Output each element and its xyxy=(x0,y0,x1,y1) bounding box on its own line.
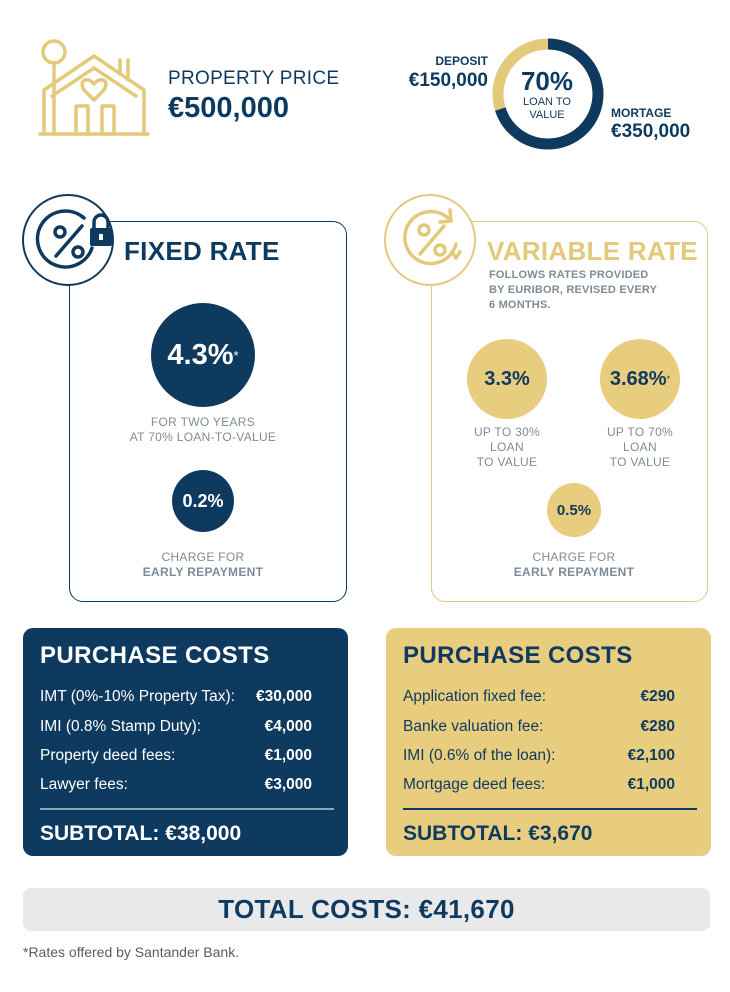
variable-early-caption xyxy=(489,550,659,580)
subtotal: SUBTOTAL: €38,000 xyxy=(40,822,242,845)
ltv-caption xyxy=(502,96,592,122)
fixed-early-rate: 0.2% xyxy=(182,490,224,511)
divider xyxy=(40,808,334,810)
total-costs: TOTAL COSTS: €41,670 xyxy=(218,894,515,924)
deposit-value: €150,000 xyxy=(408,70,488,91)
caption-line: CHARGE FOR xyxy=(161,550,245,564)
caption-line: EARLY REPAYMENT xyxy=(142,565,264,579)
cost-amount: €4,000 xyxy=(264,718,312,735)
purchase-costs-title: PURCHASE COSTS xyxy=(40,642,270,669)
cost-label: IMI (0.8% Stamp Duty): xyxy=(40,718,202,735)
caption-line: TO VALUE xyxy=(609,455,671,469)
ltv-caption-line: VALUE xyxy=(529,109,565,121)
variable-rate2-caption xyxy=(585,425,695,470)
caption-line: TO VALUE xyxy=(476,455,538,469)
cost-label: IMI (0.6% of the loan): xyxy=(403,747,556,764)
cost-label: IMT (0%-10% Property Tax): xyxy=(40,688,235,705)
cost-label: Lawyer fees: xyxy=(40,776,128,793)
cost-amount: €280 xyxy=(640,718,675,735)
caption-line: UP TO 70% xyxy=(606,425,674,439)
fixed-early-caption xyxy=(128,550,278,580)
cost-amount: €30,000 xyxy=(255,688,312,705)
cost-amount: €1,000 xyxy=(627,776,675,793)
cost-amount: €290 xyxy=(640,688,675,705)
variable-rate2-asterisk: * xyxy=(666,374,671,384)
description-line: BY EURIBOR, REVISED EVERY xyxy=(489,284,658,296)
cost-label: Application fixed fee: xyxy=(403,688,547,705)
description-line: FOLLOWS RATES PROVIDED xyxy=(489,269,649,281)
fixed-rate-circle xyxy=(151,303,255,407)
fixed-rate-title: FIXED RATE xyxy=(124,236,280,266)
cost-amount: €3,000 xyxy=(264,776,312,793)
caption-line: FOR TWO YEARS xyxy=(150,415,256,429)
percent-refresh-icon xyxy=(396,204,468,276)
variable-rate1-value: 3.3% xyxy=(484,367,530,390)
fixed-rate-asterisk: * xyxy=(233,347,239,363)
cost-row xyxy=(403,776,675,794)
cost-row xyxy=(40,776,312,794)
variable-rate1-circle xyxy=(467,339,547,419)
footnote: *Rates offered by Santander Bank. xyxy=(23,944,240,960)
purchase-costs-panel-fixed xyxy=(23,628,348,856)
mortgage-value: €350,000 xyxy=(611,121,691,142)
cost-row xyxy=(40,747,312,765)
fixed-early-circle xyxy=(172,470,234,532)
cost-row xyxy=(40,718,312,736)
cost-row xyxy=(40,688,312,706)
fixed-rate-value: 4.3% xyxy=(167,338,234,371)
cost-label: Property deed fees: xyxy=(40,747,176,764)
property-price-label: PROPERTY PRICE xyxy=(168,68,340,89)
variable-rate2-circle xyxy=(600,339,680,419)
caption-line: AT 70% LOAN-TO-VALUE xyxy=(129,430,277,444)
variable-rate-description xyxy=(489,268,657,313)
cost-row xyxy=(403,747,675,765)
ltv-caption-line: LOAN TO xyxy=(523,96,571,108)
variable-early-circle xyxy=(547,483,601,537)
deposit-label: DEPOSIT xyxy=(435,54,488,68)
variable-rate1-caption xyxy=(452,425,562,470)
divider xyxy=(403,808,697,810)
cost-row xyxy=(403,718,675,736)
cost-amount: €2,100 xyxy=(627,747,675,764)
caption-line: UP TO 30% xyxy=(473,425,541,439)
total-costs-bar xyxy=(23,888,710,931)
cost-label: Banke valuation fee: xyxy=(403,718,544,735)
mortgage-label: MORTAGE xyxy=(611,106,672,120)
variable-rate-title: VARIABLE RATE xyxy=(487,236,698,266)
caption-line: LOAN xyxy=(490,440,524,454)
cost-amount: €1,000 xyxy=(264,747,312,764)
caption-line: EARLY REPAYMENT xyxy=(513,565,635,579)
fixed-rate-caption xyxy=(128,415,278,445)
caption-line: LOAN xyxy=(623,440,657,454)
house-heart-icon xyxy=(38,38,150,138)
description-line: 6 MONTHS. xyxy=(489,299,551,311)
caption-line: CHARGE FOR xyxy=(532,550,616,564)
variable-early-rate: 0.5% xyxy=(556,501,592,519)
percent-lock-icon xyxy=(32,204,116,276)
ltv-percent: 70% xyxy=(520,66,574,96)
purchase-costs-title: PURCHASE COSTS xyxy=(403,642,633,669)
cost-label: Mortgage deed fees: xyxy=(403,776,546,793)
subtotal: SUBTOTAL: €3,670 xyxy=(403,822,593,845)
variable-rate2-value: 3.68% xyxy=(609,367,667,390)
fixed-rate-panel xyxy=(69,221,347,602)
property-price-value: €500,000 xyxy=(168,92,289,124)
cost-row xyxy=(403,688,675,706)
purchase-costs-panel-variable xyxy=(386,628,711,856)
